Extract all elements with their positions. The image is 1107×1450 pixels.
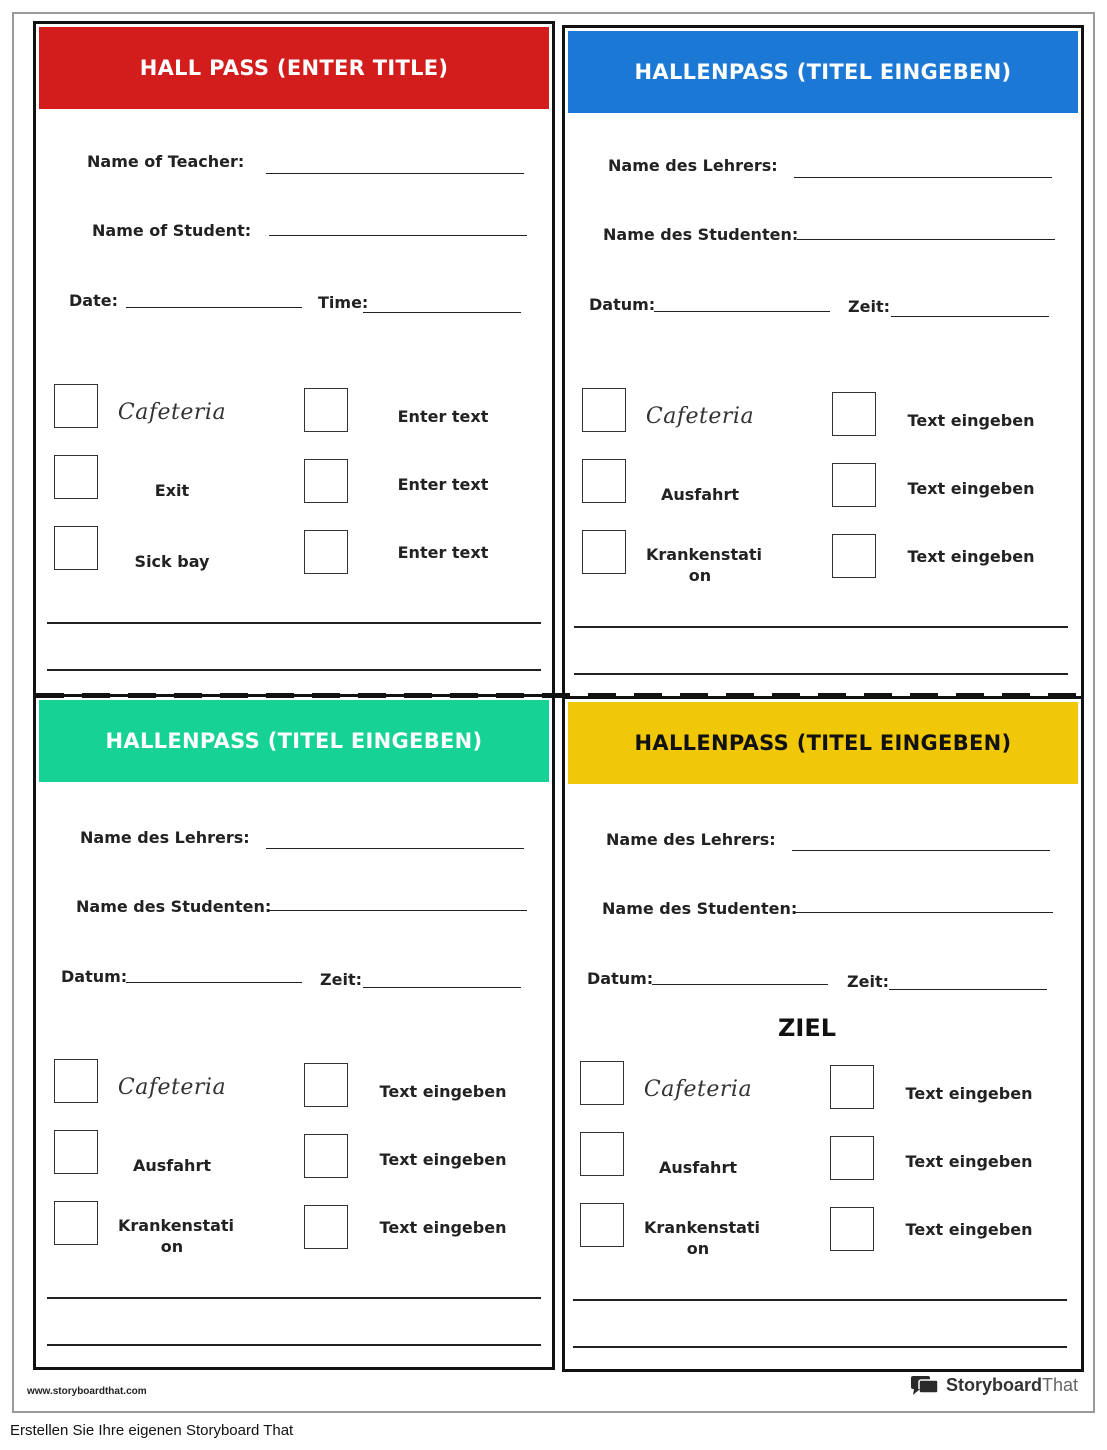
option-left-3: Krankenstati on bbox=[118, 1216, 235, 1256]
checkbox-right-3[interactable] bbox=[832, 534, 876, 578]
option-left-2: Exit bbox=[154, 481, 190, 500]
option-left-3: Krankenstati on bbox=[644, 1218, 761, 1258]
date-label: Datum: bbox=[589, 295, 656, 314]
time-label: Zeit: bbox=[320, 970, 362, 989]
teacher-name-line[interactable] bbox=[266, 848, 524, 849]
hall-pass-card-2 bbox=[562, 25, 1084, 701]
hall-pass-card-4 bbox=[562, 696, 1084, 1372]
option-left-2: Ausfahrt bbox=[133, 1156, 211, 1175]
option-right-2: Text eingeben bbox=[907, 479, 1035, 498]
checkbox-left-1[interactable] bbox=[580, 1061, 624, 1105]
destination-title: ZIEL bbox=[778, 1014, 837, 1042]
teacher-name-line[interactable] bbox=[792, 850, 1050, 851]
date-label: Datum: bbox=[61, 967, 128, 986]
checkbox-right-1[interactable] bbox=[304, 1063, 348, 1107]
time-line[interactable] bbox=[891, 316, 1049, 317]
date-line[interactable] bbox=[126, 982, 302, 983]
time-line[interactable] bbox=[363, 312, 521, 313]
date-line[interactable] bbox=[652, 984, 828, 985]
date-label: Date: bbox=[69, 291, 118, 310]
time-line[interactable] bbox=[363, 987, 521, 988]
checkbox-left-3[interactable] bbox=[54, 526, 98, 570]
option-left-2: Ausfahrt bbox=[659, 1158, 737, 1177]
option-right-1: Text eingeben bbox=[907, 411, 1035, 430]
checkbox-left-1[interactable] bbox=[54, 1059, 98, 1103]
pass-title[interactable]: HALLENPASS (TITEL EINGEBEN) bbox=[634, 60, 1012, 84]
option-left-1: Cafeteria bbox=[645, 404, 755, 429]
time-label: Zeit: bbox=[847, 972, 889, 991]
teacher-name-line[interactable] bbox=[266, 173, 524, 174]
student-name-line[interactable] bbox=[797, 239, 1055, 240]
student-label: Name des Studenten: bbox=[602, 899, 798, 918]
checkbox-right-2[interactable] bbox=[832, 463, 876, 507]
teacher-label: Name des Lehrers: bbox=[80, 828, 250, 847]
option-right-1: Text eingeben bbox=[905, 1084, 1033, 1103]
speech-bubble-icon bbox=[910, 1374, 940, 1396]
brand-bold: Storyboard bbox=[946, 1374, 1043, 1395]
option-left-3: Krankenstati on bbox=[646, 545, 763, 585]
option-left-1: Cafeteria bbox=[643, 1077, 753, 1102]
time-label: Time: bbox=[318, 293, 369, 312]
note-line-2[interactable] bbox=[47, 669, 541, 671]
note-line-1[interactable] bbox=[573, 1299, 1067, 1301]
pass-header bbox=[39, 700, 549, 782]
checkbox-left-3[interactable] bbox=[54, 1201, 98, 1245]
time-line[interactable] bbox=[889, 989, 1047, 990]
checkbox-right-1[interactable] bbox=[832, 392, 876, 436]
brand-light: That bbox=[1042, 1374, 1079, 1395]
checkbox-right-3[interactable] bbox=[304, 530, 348, 574]
student-label: Name des Studenten: bbox=[603, 225, 799, 244]
teacher-label: Name of Teacher: bbox=[87, 152, 245, 171]
option-left-1: Cafeteria bbox=[117, 400, 227, 425]
option-right-1: Enter text bbox=[397, 407, 489, 426]
student-label: Name of Student: bbox=[92, 221, 252, 240]
storyboardthat-logo[interactable] bbox=[910, 1374, 1078, 1396]
note-line-1[interactable] bbox=[47, 622, 541, 624]
teacher-label: Name des Lehrers: bbox=[606, 830, 776, 849]
pass-title[interactable]: HALLENPASS (TITEL EINGEBEN) bbox=[105, 729, 483, 753]
page-caption: Erstellen Sie Ihre eigenen Storyboard That bbox=[10, 1422, 294, 1439]
footer-url[interactable]: www.storyboardthat.com bbox=[27, 1386, 147, 1397]
note-line-1[interactable] bbox=[47, 1297, 541, 1299]
checkbox-left-3[interactable] bbox=[582, 530, 626, 574]
note-line-2[interactable] bbox=[47, 1344, 541, 1346]
checkbox-right-2[interactable] bbox=[304, 1134, 348, 1178]
date-line[interactable] bbox=[126, 307, 302, 308]
checkbox-right-2[interactable] bbox=[304, 459, 348, 503]
checkbox-left-2[interactable] bbox=[582, 459, 626, 503]
note-line-1[interactable] bbox=[574, 626, 1068, 628]
option-right-2: Enter text bbox=[397, 475, 489, 494]
checkbox-left-1[interactable] bbox=[54, 384, 98, 428]
checkbox-right-3[interactable] bbox=[304, 1205, 348, 1249]
option-right-3: Text eingeben bbox=[907, 547, 1035, 566]
checkbox-left-3[interactable] bbox=[580, 1203, 624, 1247]
option-right-1: Text eingeben bbox=[379, 1082, 507, 1101]
option-right-3: Text eingeben bbox=[905, 1220, 1033, 1239]
student-label: Name des Studenten: bbox=[76, 897, 272, 916]
teacher-label: Name des Lehrers: bbox=[608, 156, 778, 175]
option-right-3: Text eingeben bbox=[379, 1218, 507, 1237]
checkbox-left-2[interactable] bbox=[54, 455, 98, 499]
student-name-line[interactable] bbox=[269, 910, 527, 911]
option-right-3: Enter text bbox=[397, 543, 489, 562]
time-label: Zeit: bbox=[848, 297, 890, 316]
hall-pass-card-1 bbox=[33, 21, 555, 697]
cut-line-dashed bbox=[36, 693, 1082, 698]
checkbox-right-2[interactable] bbox=[830, 1136, 874, 1180]
note-line-2[interactable] bbox=[574, 673, 1068, 675]
pass-title[interactable]: HALLENPASS (TITEL EINGEBEN) bbox=[634, 731, 1012, 755]
checkbox-right-1[interactable] bbox=[304, 388, 348, 432]
option-left-1: Cafeteria bbox=[117, 1075, 227, 1100]
note-line-2[interactable] bbox=[573, 1346, 1067, 1348]
teacher-name-line[interactable] bbox=[794, 177, 1052, 178]
option-left-3: Sick bay bbox=[134, 552, 210, 571]
pass-header bbox=[39, 27, 549, 109]
pass-header bbox=[568, 702, 1078, 784]
checkbox-left-2[interactable] bbox=[580, 1132, 624, 1176]
checkbox-left-2[interactable] bbox=[54, 1130, 98, 1174]
pass-title[interactable]: HALL PASS (ENTER TITLE) bbox=[139, 56, 449, 80]
hall-pass-card-3 bbox=[33, 694, 555, 1370]
option-right-2: Text eingeben bbox=[379, 1150, 507, 1169]
date-line[interactable] bbox=[654, 311, 830, 312]
date-label: Datum: bbox=[587, 969, 654, 988]
checkbox-left-1[interactable] bbox=[582, 388, 626, 432]
option-left-2: Ausfahrt bbox=[661, 485, 739, 504]
checkbox-right-3[interactable] bbox=[830, 1207, 874, 1251]
option-right-2: Text eingeben bbox=[905, 1152, 1033, 1171]
pass-header bbox=[568, 31, 1078, 113]
student-name-line[interactable] bbox=[795, 912, 1053, 913]
checkbox-right-1[interactable] bbox=[830, 1065, 874, 1109]
student-name-line[interactable] bbox=[269, 235, 527, 236]
